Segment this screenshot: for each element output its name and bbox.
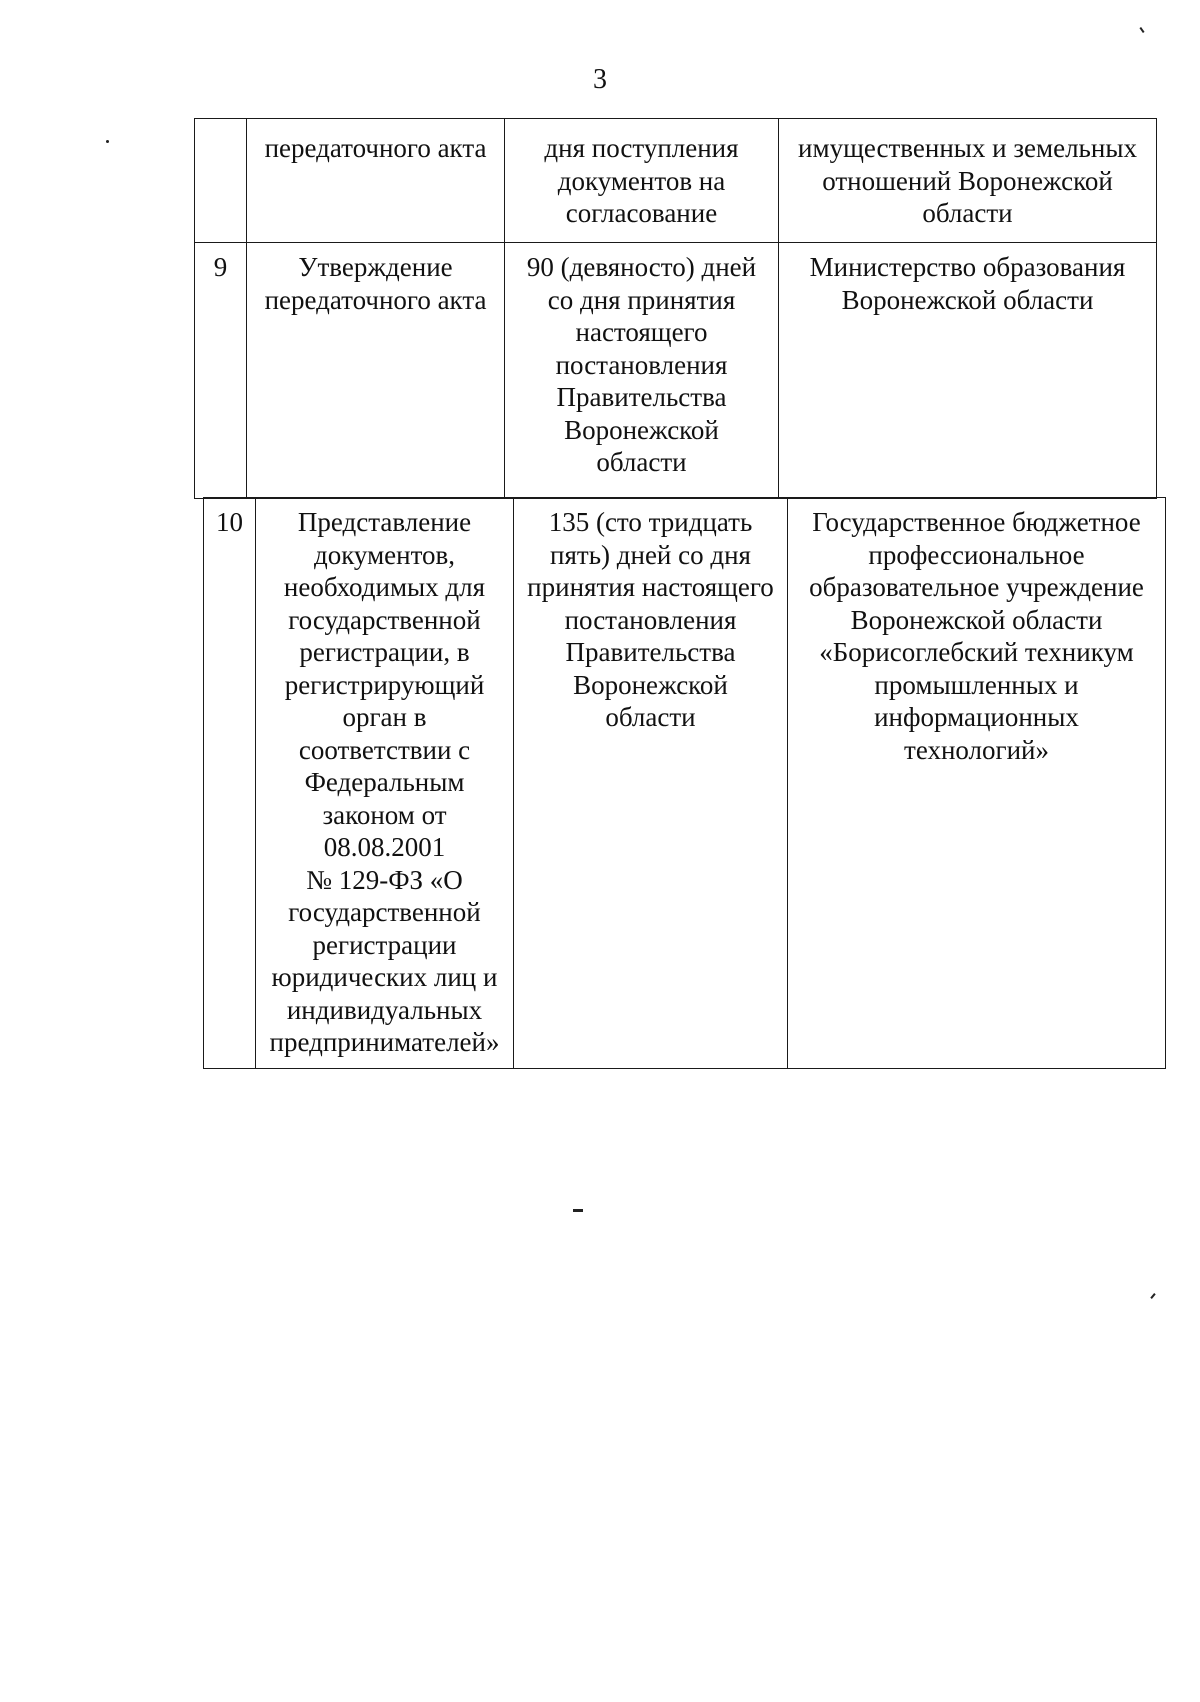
scan-speck: [1139, 27, 1144, 33]
table-row: [195, 119, 1157, 243]
row-responsible: имущественных и земельных отношений Воронежской области: [779, 119, 1157, 243]
schedule-table-bottom: [203, 497, 1166, 1069]
row-number: 10: [204, 498, 256, 1069]
table-row: [195, 243, 1157, 499]
scan-speck: [1150, 1293, 1155, 1299]
row-term: 135 (сто тридцать пять) дней со дня принятия настоящего постановления Правительства Воронежской области: [514, 498, 788, 1069]
row-number: [195, 119, 247, 243]
row-action: Представление документов, необходимых для государственной регистрации, в регистрирующий орган в соответствии с Федеральным законом от 08.08.2001 № 129-ФЗ «О государственной регистрации юридических лиц и индивидуальных предпринимателей»: [256, 498, 514, 1069]
row-action: передаточного акта: [247, 119, 505, 243]
row-number: 9: [195, 243, 247, 499]
table-row: [204, 498, 1166, 1069]
schedule-table-top: [194, 118, 1157, 499]
row-responsible: Министерство образования Воронежской области: [779, 243, 1157, 499]
row-term: 90 (девяносто) дней со дня принятия настоящего постановления Правительства Воронежской области: [505, 243, 779, 499]
scan-speck: [106, 140, 109, 143]
page-number: 3: [593, 64, 607, 95]
scan-speck: [573, 1209, 583, 1212]
row-action: Утверждение передаточного акта: [247, 243, 505, 499]
row-term: дня поступления документов на согласование: [505, 119, 779, 243]
row-responsible: Государственное бюджетное профессиональное образовательное учреждение Воронежской области «Борисоглебский техникум промышленных и информационных технологий»: [788, 498, 1166, 1069]
